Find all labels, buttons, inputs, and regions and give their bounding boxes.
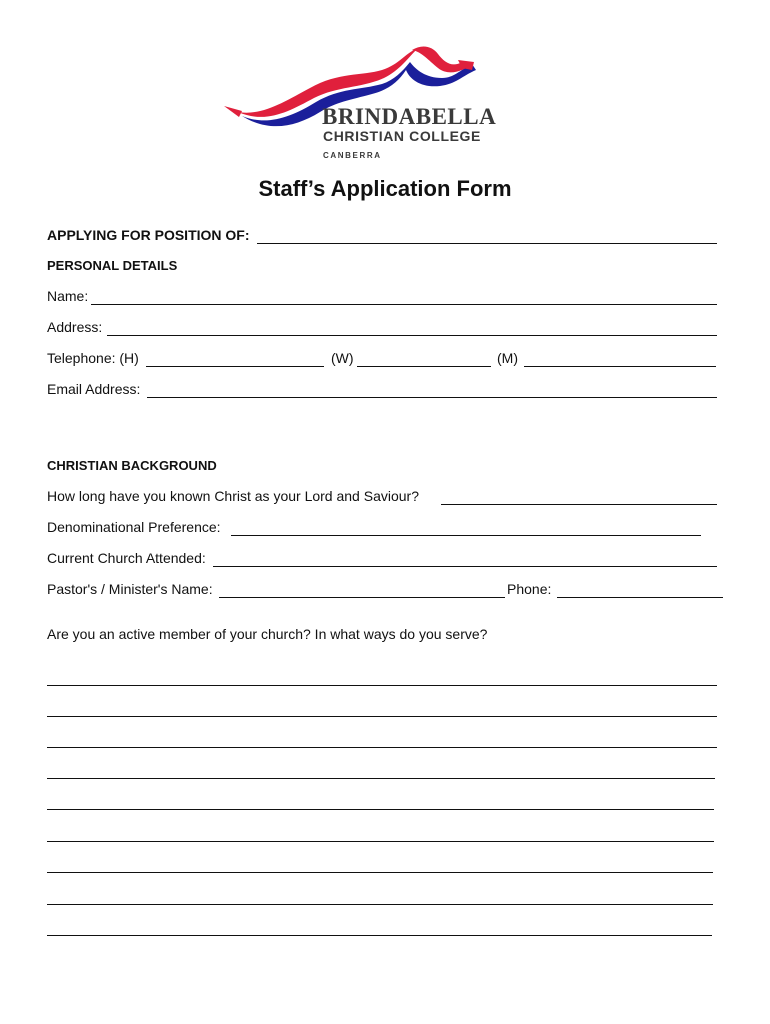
church-label: Current Church Attended:	[47, 550, 206, 566]
telephone-home-field[interactable]	[146, 366, 324, 367]
denomination-row	[47, 519, 722, 539]
church-field[interactable]	[213, 566, 717, 567]
name-field[interactable]	[91, 304, 717, 305]
position-label: APPLYING FOR POSITION OF:	[47, 227, 250, 243]
address-label: Address:	[47, 319, 103, 335]
name-label: Name:	[47, 288, 89, 304]
telephone-mobile-field[interactable]	[524, 366, 716, 367]
personal-details-heading: PERSONAL DETAILS	[47, 258, 178, 273]
serve-answer-line[interactable]	[47, 747, 717, 748]
pastor-row	[47, 581, 727, 601]
name-row	[47, 288, 722, 308]
denomination-label: Denominational Preference:	[47, 519, 221, 535]
email-field[interactable]	[147, 397, 717, 398]
email-label: Email Address:	[47, 381, 141, 397]
serve-answer-line[interactable]	[47, 685, 717, 686]
position-row	[47, 227, 722, 247]
logo-college-name: BRINDABELLA	[322, 104, 497, 129]
pastor-name-field[interactable]	[219, 597, 505, 598]
known-christ-field[interactable]	[441, 504, 717, 505]
telephone-work-label: (W)	[331, 350, 354, 366]
email-row	[47, 381, 722, 401]
telephone-mobile-label: (M)	[497, 350, 518, 366]
serve-answer-line[interactable]	[47, 841, 714, 842]
pastor-phone-label: Phone:	[507, 581, 552, 597]
logo-college-subtitle: CHRISTIAN COLLEGE	[323, 128, 481, 144]
church-row	[47, 550, 722, 570]
telephone-work-field[interactable]	[357, 366, 491, 367]
known-christ-row	[47, 488, 722, 508]
form-title: Staff’s Application Form	[258, 176, 512, 201]
logo-city: CANBERRA	[323, 151, 382, 160]
christian-background-heading: CHRISTIAN BACKGROUND	[47, 458, 217, 473]
address-row	[47, 319, 722, 339]
serve-answer-line[interactable]	[47, 716, 717, 717]
telephone-home-label: Telephone: (H)	[47, 350, 139, 366]
telephone-row	[47, 350, 722, 370]
position-field[interactable]	[257, 243, 717, 244]
serve-answer-line[interactable]	[47, 872, 713, 873]
serve-answer-line[interactable]	[47, 809, 714, 810]
serve-answer-line[interactable]	[47, 904, 713, 905]
denomination-field[interactable]	[231, 535, 701, 536]
college-logo	[222, 40, 552, 165]
address-field[interactable]	[107, 335, 717, 336]
pastor-label: Pastor's / Minister's Name:	[47, 581, 213, 597]
serve-answer-line[interactable]	[47, 935, 712, 936]
pastor-phone-field[interactable]	[557, 597, 723, 598]
known-christ-label: How long have you known Christ as your Lord and Saviour?	[47, 488, 419, 504]
serve-question: Are you an active member of your church? In what ways do you serve?	[47, 626, 488, 642]
serve-answer-line[interactable]	[47, 778, 715, 779]
